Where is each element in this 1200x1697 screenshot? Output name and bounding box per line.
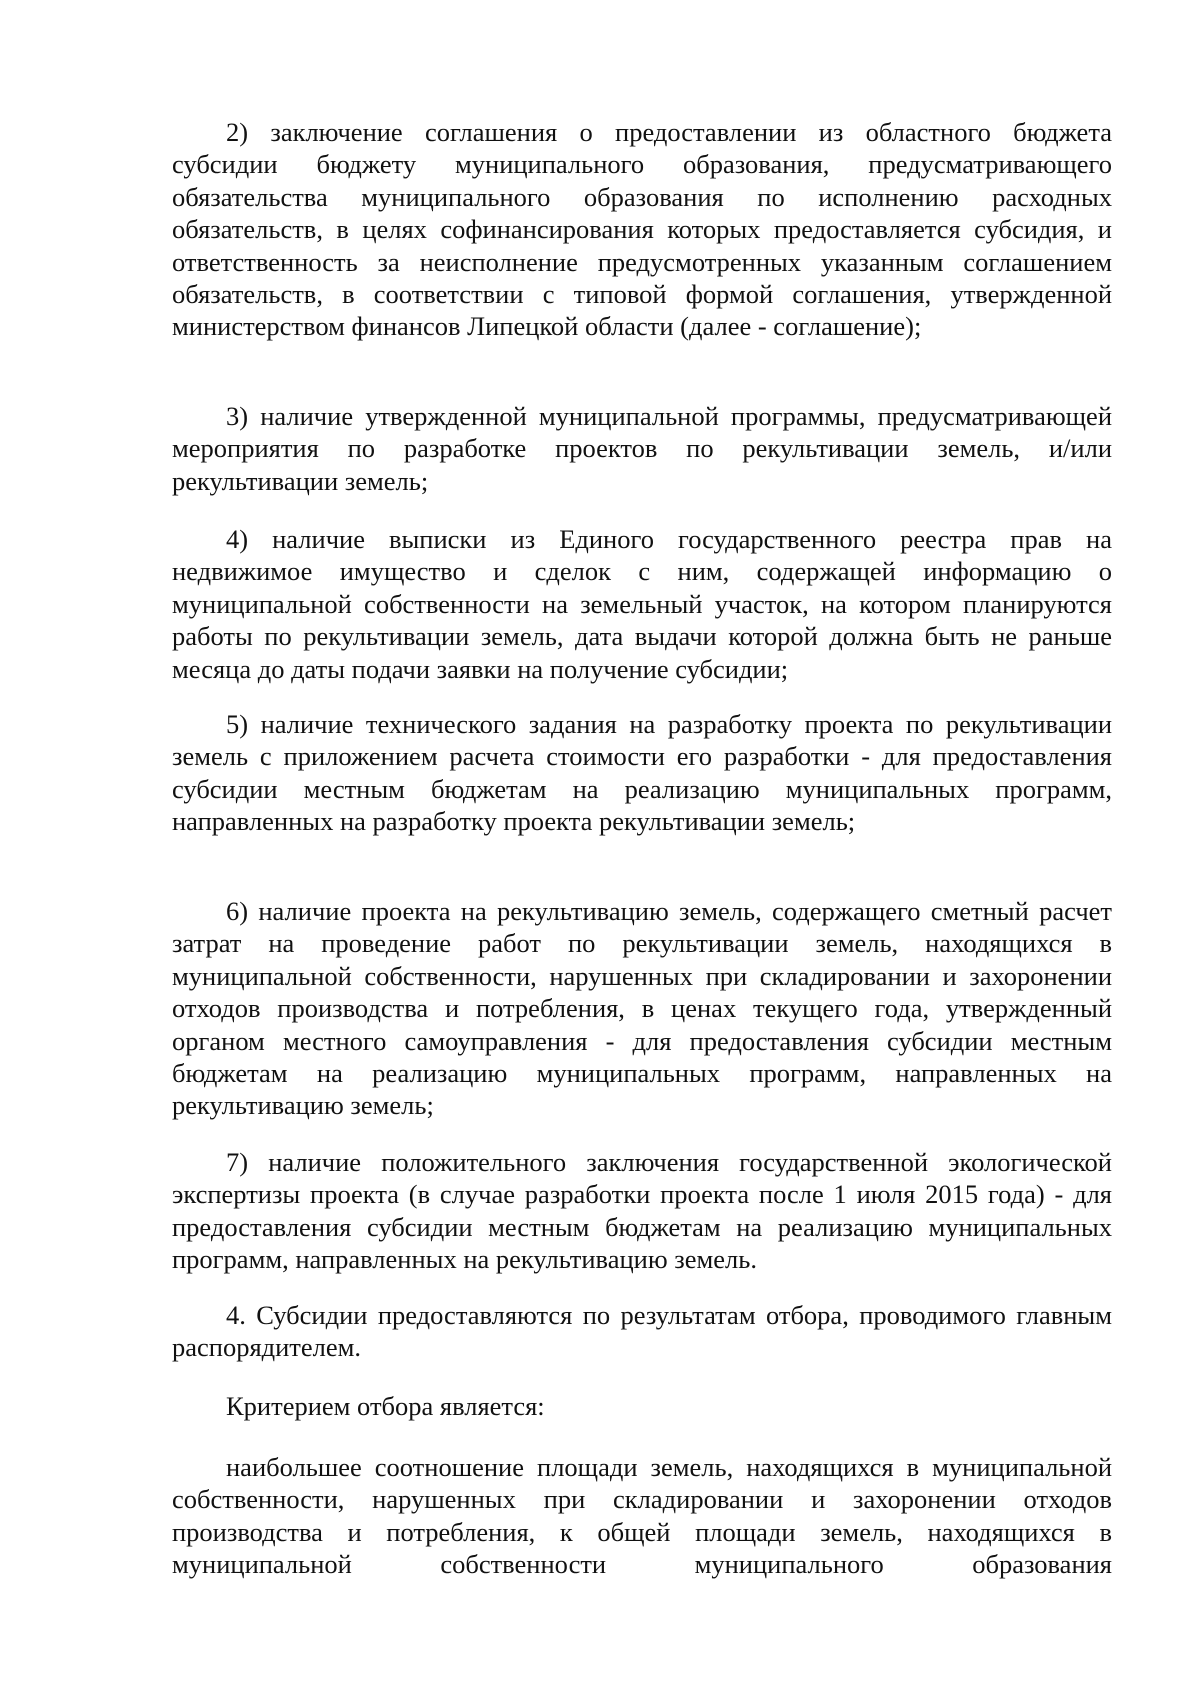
paragraph-selection-criterion-text: наибольшее соотношение площади земель, находящихся в муниципальной собственности, нарушенных при складировании и захоронении отходов производства и потребления, к общей площади земель, находящихся в муниципальной собственности муниципального образования (172, 1452, 1112, 1580)
paragraph-item-4-registry-extract: 4) наличие выписки из Единого государственного реестра прав на недвижимое имущество и сделок с ним, содержащей информацию о муниципальной собственности на земельный участок, на котором планируются работы по рекультивации земель, дата выдачи которой должна быть не раньше месяца до даты подачи заявки на получение субсидии; (172, 524, 1112, 684)
paragraph-item-2-agreement: 2) заключение соглашения о предоставлении из областного бюджета субсидии бюджету муниципального образования, предусматривающего обязательства муниципального образования по исполнению расходных обязательств, в целях софинансирования которых предоставляется субсидия, и ответственность за неисполнение предусмотренных указанным соглашением обязательств, в соответствии с типовой формой соглашения, утвержденной министерством финансов Липецкой области (далее - соглашение); (172, 117, 1112, 342)
paragraph-section-4-selection: 4. Субсидии предоставляются по результатам отбора, проводимого главным распорядителем. (172, 1300, 1112, 1363)
paragraph-item-6-reclamation-project: 6) наличие проекта на рекультивацию земель, содержащего сметный расчет затрат на проведение работ по рекультивации земель, находящихся в муниципальной собственности, нарушенных при складировании и захоронении отходов производства и потребления, в ценах текущего года, утвержденный органом местного самоуправления - для предоставления субсидии местным бюджетам на реализацию муниципальных программ, направленных на рекультивацию земель; (172, 896, 1112, 1121)
paragraph-selection-criterion-heading: Критерием отбора является: (226, 1391, 545, 1421)
paragraph-item-3-municipal-program: 3) наличие утвержденной муниципальной программы, предусматривающей мероприятия по разработке проектов по рекультивации земель, и/или рекультивации земель; (172, 401, 1112, 496)
paragraph-item-7-ecological-expertise: 7) наличие положительного заключения государственной экологической экспертизы проекта (в случае разработки проекта после 1 июля 2015 года) - для предоставления субсидии местным бюджетам на реализацию муниципальных программ, направленных на рекультивацию земель. (172, 1147, 1112, 1275)
paragraph-item-5-technical-assignment: 5) наличие технического задания на разработку проекта по рекультивации земель с приложением расчета стоимости его разработки - для предоставления субсидии местным бюджетам на реализацию муниципальных программ, направленных на разработку проекта рекультивации земель; (172, 709, 1112, 837)
